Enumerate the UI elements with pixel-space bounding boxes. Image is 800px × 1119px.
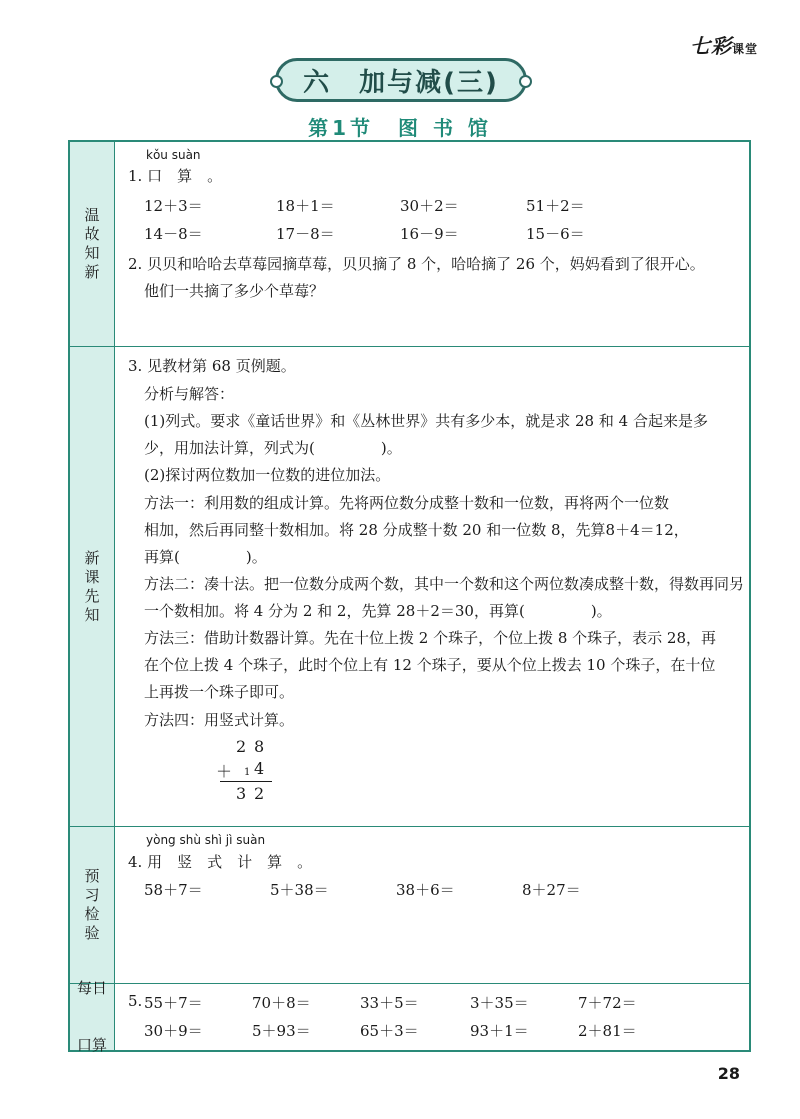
q5-eq: 2＋81＝: [578, 1022, 637, 1040]
plus-sign: ＋: [216, 762, 233, 781]
q3-line: (1)列式。要求《童话世界》和《丛林世界》共有多少本，就是求 28 和 4 合起来是多: [144, 412, 708, 430]
q1-eq: 51＋2＝: [526, 197, 585, 215]
brand-sub: 课堂: [731, 42, 758, 56]
check-section: [70, 827, 749, 984]
q2-line1: 2. 贝贝和哈哈去草莓园摘草莓，贝贝摘了 8 个，哈哈摘了 26 个，妈妈看到了很开心。: [128, 255, 705, 273]
q3-line: [144, 546, 267, 567]
carry-digit: 1: [244, 767, 251, 778]
review-section: [70, 142, 749, 347]
q3-line: (2)探讨两位数加一位数的进位加法。: [144, 466, 391, 484]
check-content: [128, 827, 741, 983]
digit: 2: [236, 737, 247, 756]
q5-eq: 33＋5＝: [360, 994, 419, 1012]
q5-eq: 30＋9＝: [144, 1022, 203, 1040]
q1-pinyin: kǒu suàn: [146, 148, 201, 162]
q3-line: 相加，然后再同整十数相加。将 28 分成整十数 20 和一位数 8，先算8＋4＝12，: [144, 521, 689, 539]
q1-eq: 14－8＝: [144, 225, 203, 243]
daily-label-line: 每日: [76, 979, 107, 997]
worksheet: [68, 140, 751, 1052]
q3-text: )。: [380, 439, 402, 457]
digit: 8: [254, 737, 265, 756]
review-label: 温故知新: [70, 142, 115, 346]
daily-label: [70, 979, 115, 1054]
daily-content: [128, 984, 741, 1050]
q3-text: )。: [245, 548, 267, 566]
q5-eq: 7＋72＝: [578, 994, 637, 1012]
q1-eq: 15－6＝: [526, 225, 585, 243]
q1-eq: 18＋1＝: [276, 197, 335, 215]
q5-number: 5.: [128, 992, 143, 1010]
digit: 2: [254, 784, 265, 803]
preview-section: [70, 347, 749, 827]
daily-section: [70, 979, 749, 1054]
q3-text: 再算(: [144, 548, 180, 566]
q3-text: 少，用加法计算，列式为(: [144, 439, 315, 457]
page-number: 28: [717, 1064, 740, 1083]
q1-eq: 16－9＝: [400, 225, 459, 243]
brand-name: 七彩: [689, 34, 732, 58]
q3-line: 方法二：凑十法。把一位数分成两个数，其中一个数和这个两位数凑成整十数，得数再同另: [144, 575, 745, 593]
preview-content: [128, 347, 745, 826]
q3-line: 方法一：利用数的组成计算。先将两位数分成整十数和一位数，再将两个一位数: [144, 494, 670, 512]
section-title: 第1节 图 书 馆: [308, 116, 492, 140]
q5-eq: 3＋35＝: [470, 994, 529, 1012]
q5-eq: 55＋7＝: [144, 994, 203, 1012]
digit: 4: [254, 759, 265, 778]
q3-text: )。: [590, 602, 612, 620]
unit-title-banner: [275, 58, 527, 102]
q3-text: 一个数相加。将 4 分为 2 和 2，先算 28＋2＝30，再算(: [144, 602, 525, 620]
q3-line: [144, 600, 612, 621]
sum-line: [220, 781, 272, 782]
q5-eq: 93＋1＝: [470, 1022, 529, 1040]
q1-eq: 17－8＝: [276, 225, 335, 243]
q4-pinyin: yòng shù shì jì suàn: [146, 833, 266, 847]
q4-eq: 58＋7＝: [144, 881, 203, 899]
q3-line: [144, 437, 402, 458]
q1-eq: 12＋3＝: [144, 197, 203, 215]
q5-eq: 70＋8＝: [252, 994, 311, 1012]
q3-line: 在个位上拨 4 个珠子，此时个位上有 12 个珠子，要从个位上拨去 10 个珠子，在十位: [144, 656, 716, 674]
q3-line: 分析与解答：: [144, 385, 235, 403]
q5-eq: 5＋93＝: [252, 1022, 311, 1040]
unit-title: 六 加与减(三): [303, 67, 499, 98]
check-label: 预习检验: [70, 827, 115, 983]
digit: 3: [236, 784, 247, 803]
q1-title: 1. 口 算 。: [128, 167, 223, 185]
q3-line: 上再拨一个珠子即可。: [144, 683, 295, 701]
q2-line2: 他们一共摘了多少个草莓？: [144, 282, 325, 300]
brand-logo: [690, 30, 758, 59]
q4-eq: 8＋27＝: [522, 881, 581, 899]
review-content: [128, 142, 741, 346]
q4-eq: 38＋6＝: [396, 881, 455, 899]
q4-eq: 5＋38＝: [270, 881, 329, 899]
q3-line: 方法三：借助计数器计算。先在十位上拨 2 个珠子，个位上拨 8 个珠子，表示 28，再: [144, 629, 717, 647]
vertical-addition: [216, 737, 280, 807]
preview-label: 新课先知: [70, 347, 115, 826]
q3-line: 方法四：用竖式计算。: [144, 711, 295, 729]
daily-label-line: 口算: [76, 1036, 107, 1054]
q5-eq: 65＋3＝: [360, 1022, 419, 1040]
q4-title: 4. 用 竖 式 计 算 。: [128, 853, 313, 871]
q3-line: 3. 见教材第 68 页例题。: [128, 357, 296, 375]
q1-eq: 30＋2＝: [400, 197, 459, 215]
